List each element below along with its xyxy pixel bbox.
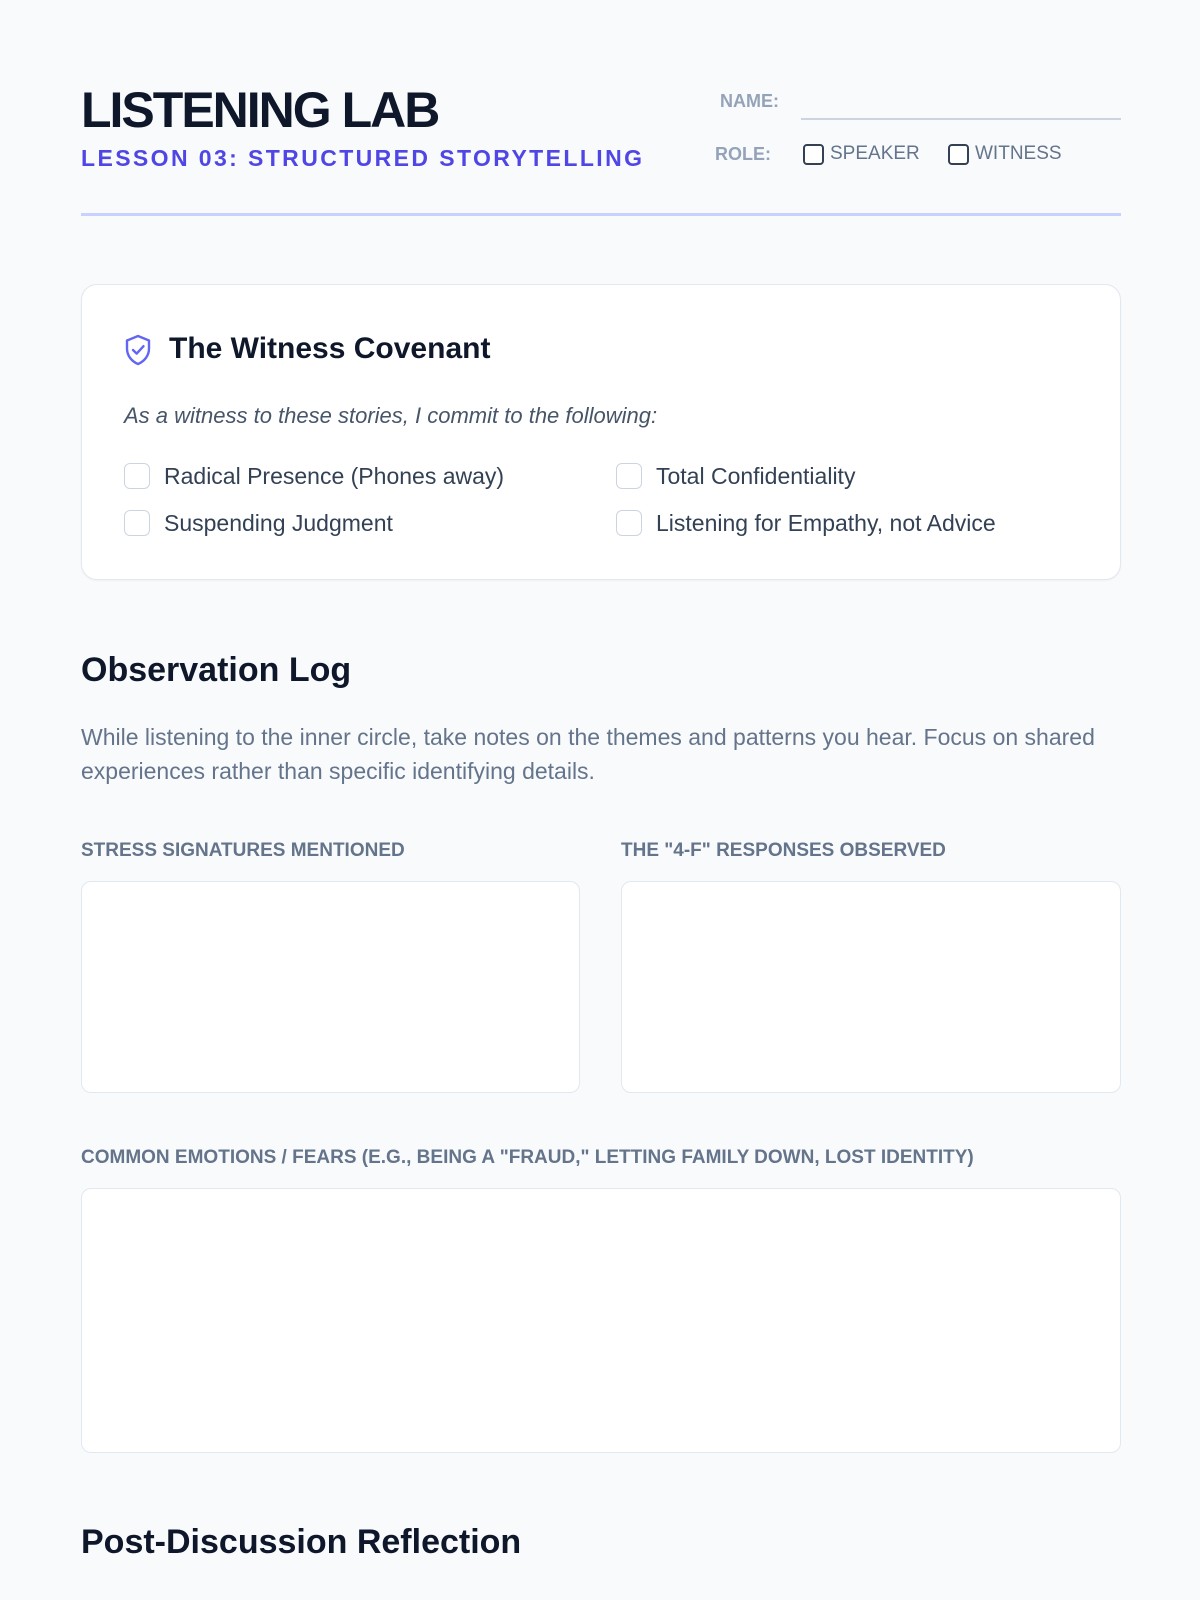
role-label: ROLE:	[715, 144, 771, 164]
covenant-item-radical-presence[interactable]	[124, 461, 504, 491]
stress-signatures-label: STRESS SIGNATURES MENTIONED	[81, 840, 405, 861]
role-option-speaker[interactable]	[803, 140, 920, 168]
common-emotions-label: COMMON EMOTIONS / FEARS (E.G., BEING A "FRAUD," LETTING FAMILY DOWN, LOST IDENTITY)	[81, 1147, 974, 1168]
covenant-checkbox[interactable]	[616, 510, 642, 536]
covenant-checkbox[interactable]	[616, 463, 642, 489]
role-option-witness[interactable]	[948, 140, 1062, 168]
name-label: NAME:	[720, 91, 779, 111]
lesson-subtitle: LESSON 03: STRUCTURED STORYTELLING	[81, 145, 645, 171]
witness-checkbox[interactable]	[948, 144, 969, 165]
covenant-item-label: Radical Presence (Phones away)	[164, 462, 505, 489]
observation-log-title: Observation Log	[81, 651, 352, 689]
observation-description: While listening to the inner circle, take notes on the themes and patterns you hear. Focus on shared experiences rather than specific identifying details.	[81, 724, 1095, 784]
covenant-item-confidentiality[interactable]	[616, 461, 855, 491]
covenant-intro: As a witness to these stories, I commit to the following:	[124, 403, 658, 428]
covenant-item-empathy[interactable]	[616, 508, 996, 538]
stress-signatures-textarea[interactable]	[81, 881, 580, 1093]
covenant-checkbox[interactable]	[124, 510, 150, 536]
covenant-title: The Witness Covenant	[169, 332, 491, 365]
covenant-item-label: Suspending Judgment	[164, 509, 393, 536]
covenant-item-label: Listening for Empathy, not Advice	[656, 509, 996, 536]
speaker-checkbox[interactable]	[803, 144, 824, 165]
covenant-item-label: Total Confidentiality	[656, 462, 856, 489]
reflection-title: Post-Discussion Reflection	[81, 1523, 522, 1561]
worksheet-header	[81, 80, 1121, 216]
header-divider	[81, 213, 1121, 216]
common-emotions-textarea[interactable]	[81, 1188, 1121, 1453]
four-f-responses-label: THE "4-F" RESPONSES OBSERVED	[621, 840, 946, 861]
covenant-item-suspending-judgment[interactable]	[124, 508, 393, 538]
covenant-checkbox[interactable]	[124, 463, 150, 489]
witness-label: WITNESS	[975, 143, 1062, 164]
witness-covenant-card	[81, 284, 1121, 580]
speaker-label: SPEAKER	[830, 143, 920, 164]
four-f-responses-textarea[interactable]	[621, 881, 1121, 1093]
shield-check-icon	[124, 334, 152, 366]
page-title: LISTENING LAB	[81, 82, 439, 138]
name-field[interactable]	[801, 118, 1121, 120]
